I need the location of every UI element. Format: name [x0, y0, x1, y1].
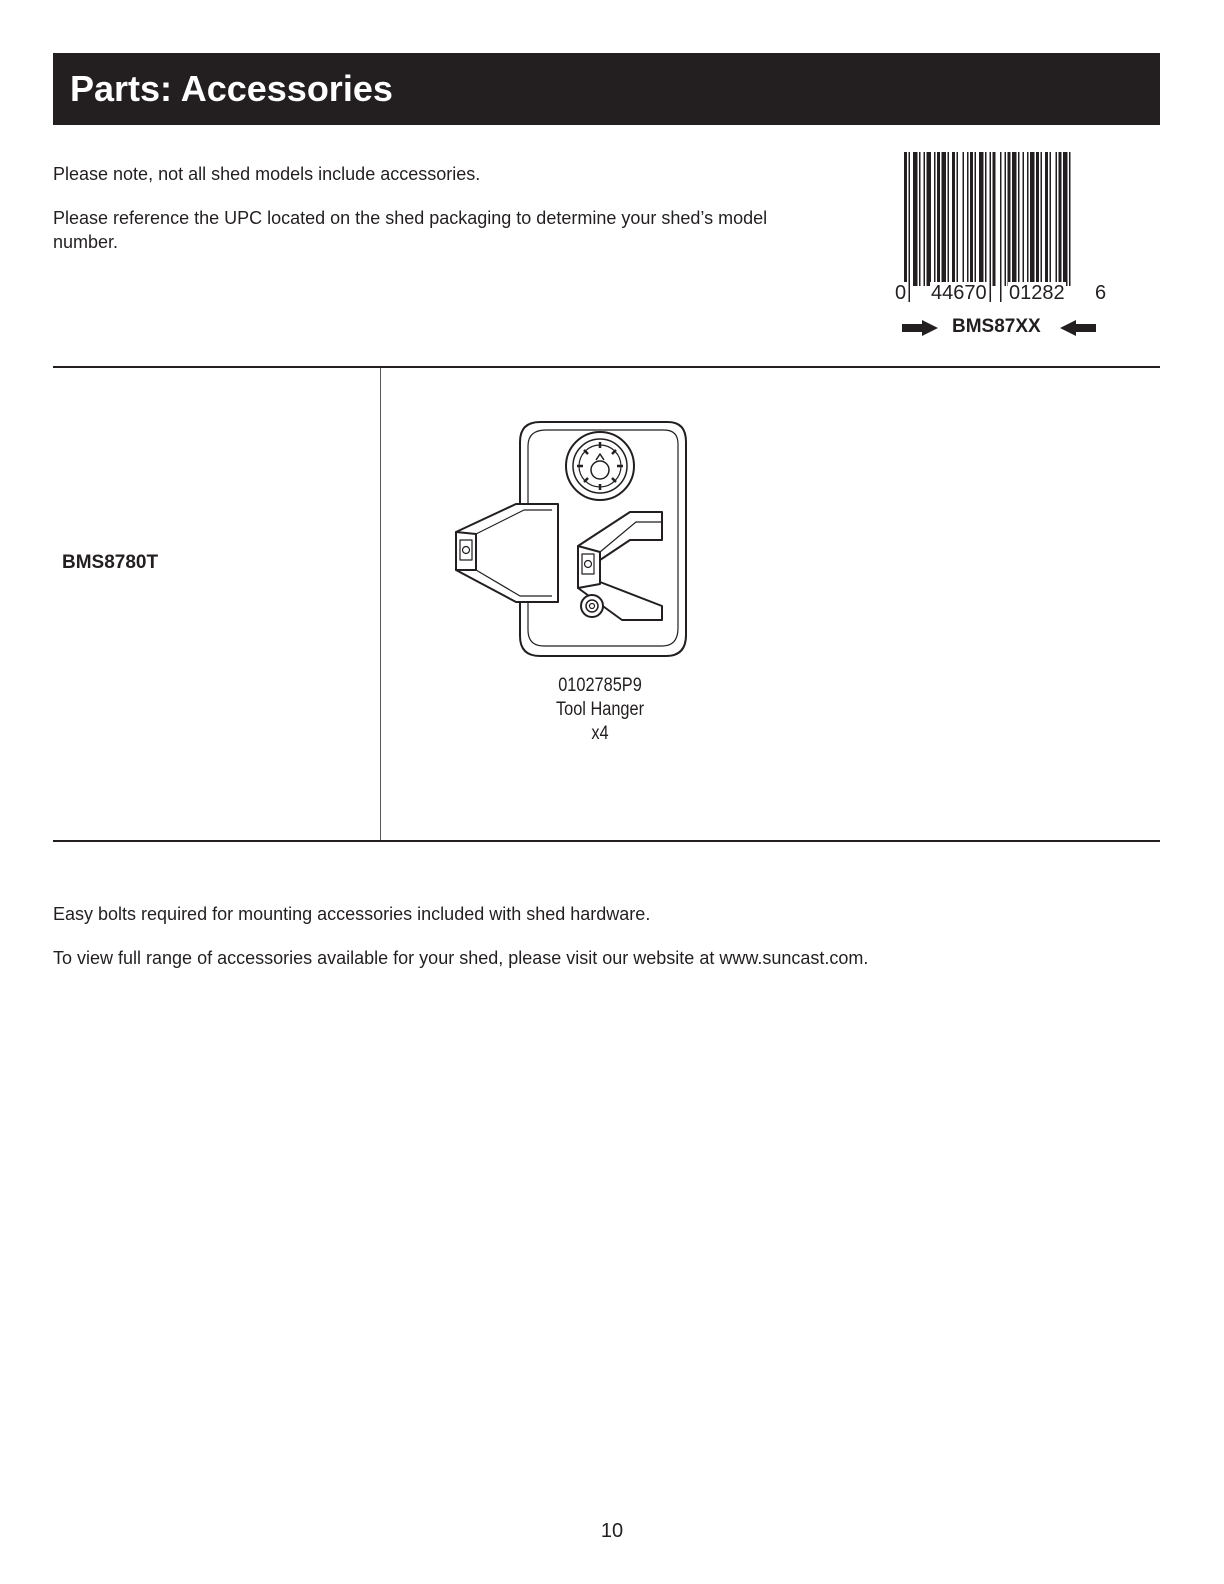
barcode-bar	[985, 152, 987, 302]
barcode-bar	[1069, 152, 1071, 286]
barcode-bars	[890, 148, 1110, 308]
barcode-bar	[970, 152, 973, 286]
part-name: Tool Hanger	[555, 699, 645, 720]
barcode-bar	[952, 152, 955, 286]
barcode-bar	[927, 152, 932, 286]
barcode-bar	[1050, 152, 1052, 286]
barcode-bar	[909, 152, 911, 302]
model-code-row	[890, 314, 1110, 340]
model-code: BMS87XX	[952, 316, 1041, 337]
barcode-bar	[1063, 152, 1068, 286]
barcode-bar	[979, 152, 984, 286]
upc-digit-right: 6	[1095, 282, 1107, 304]
page-title: Parts: Accessories	[70, 68, 393, 109]
intro-line-2: Please reference the UPC located on the shed packaging to determine your shed’s model number.	[53, 208, 768, 252]
barcode-bar	[924, 152, 926, 286]
barcode-bar	[1059, 152, 1062, 286]
tool-hanger-illustration	[440, 410, 700, 670]
barcode-bar	[1000, 152, 1002, 302]
page-number: 10	[600, 1520, 624, 1542]
barcode-bar	[990, 152, 992, 302]
part-number: 0102785P9	[558, 675, 642, 696]
barcode-bar	[1030, 152, 1035, 286]
footer-notes	[53, 902, 1160, 990]
table-column-divider	[380, 368, 381, 840]
barcode-bar	[967, 152, 969, 286]
barcode-bar	[934, 152, 936, 286]
table-top-rule	[53, 366, 1160, 368]
barcode-bar	[1041, 152, 1043, 286]
barcode-bar	[1008, 152, 1011, 286]
barcode-bar	[1027, 152, 1029, 286]
barcode-bar	[963, 152, 965, 286]
barcode-bar	[948, 152, 950, 286]
intro-line-1: Please note, not all shed models include accessories.	[53, 164, 481, 184]
upc-group-right: 01282	[1009, 282, 1065, 304]
barcode-bar	[942, 152, 947, 286]
barcode-bar	[1045, 152, 1048, 286]
barcode-bar	[975, 152, 977, 286]
footer-note-1: Easy bolts required for mounting accessories included with shed hardware.	[53, 904, 651, 924]
barcode-bar	[993, 152, 996, 286]
upc-group-left: 44670	[931, 282, 987, 304]
barcode-bar	[1018, 152, 1020, 286]
arrow-left-icon	[1060, 320, 1096, 336]
barcode-bar	[1012, 152, 1017, 286]
intro-text	[53, 162, 773, 274]
part-caption	[514, 674, 686, 746]
barcode-bar	[937, 152, 940, 286]
barcode-bar	[1023, 152, 1025, 286]
barcode-bar	[1005, 152, 1007, 286]
barcode-bar	[957, 152, 959, 286]
barcode-bar	[913, 152, 918, 286]
barcode-bar	[1056, 152, 1058, 286]
barcode-bar	[1036, 152, 1039, 286]
upc-barcode	[890, 148, 1110, 348]
barcode-bar	[919, 152, 921, 286]
header-bar	[53, 53, 1160, 125]
upc-digit-left: 0	[895, 282, 907, 304]
table-bottom-rule	[53, 840, 1160, 842]
part-model-code: BMS8780T	[62, 552, 159, 573]
barcode-bar	[904, 152, 907, 302]
arrow-right-icon	[902, 320, 938, 336]
footer-note-2: To view full range of accessories available for your shed, please visit our website at www.suncast.com.	[53, 948, 869, 968]
part-quantity: x4	[591, 723, 609, 744]
